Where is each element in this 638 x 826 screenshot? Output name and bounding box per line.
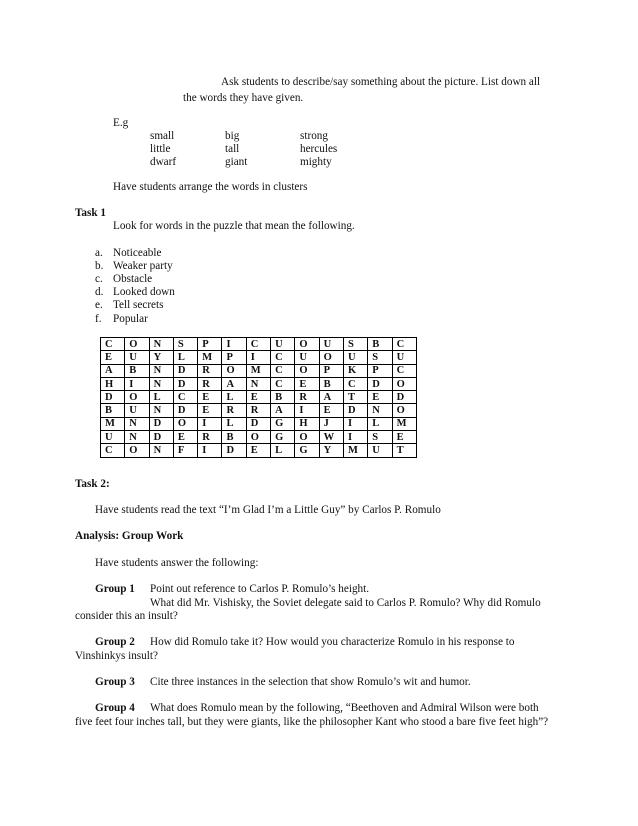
puzzle-cell: U (125, 404, 149, 417)
puzzle-cell: C (392, 338, 416, 351)
puzzle-cell: A (101, 364, 125, 377)
puzzle-cell: D (173, 404, 197, 417)
task1-item-letter: a. (95, 247, 103, 259)
analysis-title: Analysis: Group Work (75, 530, 184, 542)
puzzle-cell: R (295, 391, 319, 404)
puzzle-cell: C (343, 377, 367, 390)
puzzle-cell: B (222, 431, 246, 444)
puzzle-cell: N (149, 444, 173, 457)
puzzle-cell: C (101, 444, 125, 457)
puzzle-cell: D (246, 417, 270, 430)
puzzle-cell: C (271, 364, 295, 377)
puzzle-cell: E (198, 391, 222, 404)
puzzle-cell: U (125, 351, 149, 364)
puzzle-cell: U (319, 338, 343, 351)
puzzle-cell: E (319, 404, 343, 417)
puzzle-cell: E (101, 351, 125, 364)
puzzle-cell: D (149, 431, 173, 444)
puzzle-cell: M (198, 351, 222, 364)
group4-label: Group 4 (95, 702, 135, 714)
puzzle-cell: I (246, 351, 270, 364)
puzzle-cell: D (343, 404, 367, 417)
puzzle-cell: O (392, 404, 416, 417)
task1-item-letter: b. (95, 260, 104, 272)
analysis-intro: Have students answer the following: (95, 557, 259, 569)
puzzle-cell: D (222, 444, 246, 457)
task1-item-text: Popular (113, 313, 148, 325)
puzzle-cell: M (246, 364, 270, 377)
puzzle-cell: E (246, 444, 270, 457)
puzzle-cell: D (392, 391, 416, 404)
puzzle-cell: O (295, 338, 319, 351)
puzzle-cell: O (125, 391, 149, 404)
word-search-grid (100, 337, 417, 458)
puzzle-row (101, 444, 417, 457)
puzzle-cell: W (319, 431, 343, 444)
puzzle-cell: E (173, 431, 197, 444)
intro-line-2: the words they have given. (183, 92, 304, 104)
puzzle-cell: C (392, 364, 416, 377)
puzzle-cell: A (319, 391, 343, 404)
example-word: mighty (300, 156, 332, 168)
puzzle-cell: N (125, 417, 149, 430)
puzzle-cell: E (295, 377, 319, 390)
puzzle-cell: U (343, 351, 367, 364)
intro-line-1: Ask students to describe/say something about the picture. List down all (221, 76, 541, 88)
task1-item-text: Looked down (113, 286, 175, 298)
cluster-instruction: Have students arrange the words in clusters (113, 181, 308, 193)
puzzle-cell: D (149, 417, 173, 430)
puzzle-cell: B (319, 377, 343, 390)
puzzle-cell: U (295, 351, 319, 364)
example-word: dwarf (150, 156, 177, 168)
puzzle-cell: N (149, 377, 173, 390)
puzzle-cell: C (271, 377, 295, 390)
puzzle-cell: I (222, 338, 246, 351)
puzzle-cell: O (295, 364, 319, 377)
puzzle-cell: O (295, 431, 319, 444)
puzzle-cell: I (295, 404, 319, 417)
puzzle-cell: D (368, 377, 392, 390)
puzzle-cell: B (368, 338, 392, 351)
puzzle-cell: P (368, 364, 392, 377)
group3-label: Group 3 (95, 676, 135, 688)
task1-item-letter: e. (95, 299, 103, 311)
puzzle-cell: G (271, 417, 295, 430)
puzzle-cell: J (319, 417, 343, 430)
puzzle-cell: G (271, 431, 295, 444)
puzzle-cell: D (173, 377, 197, 390)
task1-item-letter: f. (95, 313, 102, 325)
puzzle-cell: C (271, 351, 295, 364)
group4-line: five feet four inches tall, but they were giants, like the philosopher Kant who stood a bare five feet high”? (75, 716, 549, 728)
example-label: E.g (113, 117, 129, 129)
puzzle-cell: M (101, 417, 125, 430)
puzzle-row (101, 404, 417, 417)
puzzle-cell: N (246, 377, 270, 390)
group3-line: Cite three instances in the selection that show Romulo’s wit and humor. (150, 676, 471, 688)
task1-item-text: Obstacle (113, 273, 153, 285)
puzzle-cell: N (149, 338, 173, 351)
puzzle-row (101, 391, 417, 404)
group4-line: What does Romulo mean by the following, “Beethoven and Admiral Wilson were both (150, 702, 539, 714)
group1-label: Group 1 (95, 583, 135, 595)
puzzle-cell: B (101, 404, 125, 417)
group1-line: consider this an insult? (75, 610, 178, 622)
puzzle-cell: R (198, 364, 222, 377)
puzzle-cell: L (368, 417, 392, 430)
task1-item-letter: d. (95, 286, 104, 298)
puzzle-cell: O (222, 364, 246, 377)
task1-item-text: Weaker party (113, 260, 173, 272)
puzzle-cell: D (101, 391, 125, 404)
puzzle-cell: S (343, 338, 367, 351)
group1-line: What did Mr. Vishisky, the Soviet delegate said to Carlos P. Romulo? Why did Romulo (150, 597, 541, 609)
puzzle-cell: L (173, 351, 197, 364)
puzzle-cell: E (392, 431, 416, 444)
group2-label: Group 2 (95, 636, 135, 648)
puzzle-cell: D (173, 364, 197, 377)
puzzle-cell: I (125, 377, 149, 390)
puzzle-cell: I (198, 417, 222, 430)
task1-title: Task 1 (75, 207, 106, 219)
puzzle-cell: R (222, 404, 246, 417)
puzzle-cell: Y (319, 444, 343, 457)
puzzle-cell: U (368, 444, 392, 457)
puzzle-cell: N (368, 404, 392, 417)
puzzle-cell: N (125, 431, 149, 444)
puzzle-cell: O (246, 431, 270, 444)
group2-line: Vinshinkys insult? (75, 650, 158, 662)
puzzle-cell: T (392, 444, 416, 457)
group1-line: Point out reference to Carlos P. Romulo’s height. (150, 583, 370, 595)
puzzle-cell: S (368, 351, 392, 364)
puzzle-row (101, 351, 417, 364)
puzzle-cell: P (319, 364, 343, 377)
puzzle-row (101, 364, 417, 377)
puzzle-cell: T (343, 391, 367, 404)
puzzle-row (101, 377, 417, 390)
puzzle-cell: B (125, 364, 149, 377)
puzzle-cell: R (246, 404, 270, 417)
puzzle-cell: I (198, 444, 222, 457)
task1-item-text: Noticeable (113, 247, 162, 259)
puzzle-cell: R (198, 431, 222, 444)
example-word: small (150, 130, 175, 142)
puzzle-cell: R (198, 377, 222, 390)
puzzle-cell: A (222, 377, 246, 390)
puzzle-cell: I (343, 417, 367, 430)
puzzle-cell: S (368, 431, 392, 444)
puzzle-cell: F (173, 444, 197, 457)
task2-text: Have students read the text “I’m Glad I’m a Little Guy” by Carlos P. Romulo (95, 504, 441, 516)
puzzle-cell: S (173, 338, 197, 351)
puzzle-cell: L (149, 391, 173, 404)
example-word: giant (225, 156, 248, 168)
puzzle-cell: E (368, 391, 392, 404)
puzzle-cell: L (271, 444, 295, 457)
puzzle-cell: C (246, 338, 270, 351)
puzzle-cell: C (101, 338, 125, 351)
puzzle-row (101, 431, 417, 444)
puzzle-cell: O (319, 351, 343, 364)
puzzle-cell: U (392, 351, 416, 364)
puzzle-cell: A (271, 404, 295, 417)
task1-item-letter: c. (95, 273, 103, 285)
puzzle-cell: N (149, 364, 173, 377)
puzzle-cell: O (173, 417, 197, 430)
puzzle-cell: U (101, 431, 125, 444)
example-word: hercules (300, 143, 338, 155)
puzzle-cell: H (101, 377, 125, 390)
example-word: tall (225, 143, 240, 155)
group2-line: How did Romulo take it? How would you characterize Romulo in his response to (150, 636, 515, 648)
puzzle-cell: L (222, 391, 246, 404)
puzzle-cell: O (125, 444, 149, 457)
puzzle-cell: K (343, 364, 367, 377)
example-word: big (225, 130, 240, 142)
puzzle-cell: E (198, 404, 222, 417)
puzzle-cell: G (295, 444, 319, 457)
puzzle-cell: L (222, 417, 246, 430)
puzzle-cell: I (343, 431, 367, 444)
puzzle-cell: B (271, 391, 295, 404)
puzzle-cell: H (295, 417, 319, 430)
example-word: little (150, 143, 171, 155)
puzzle-cell: P (198, 338, 222, 351)
example-word: strong (300, 130, 328, 142)
puzzle-cell: M (343, 444, 367, 457)
task1-instruction: Look for words in the puzzle that mean the following. (113, 220, 355, 232)
task2-title: Task 2: (75, 478, 110, 490)
puzzle-cell: C (173, 391, 197, 404)
puzzle-row (101, 417, 417, 430)
puzzle-cell: M (392, 417, 416, 430)
puzzle-cell: Y (149, 351, 173, 364)
task1-item-text: Tell secrets (113, 299, 164, 311)
puzzle-cell: U (271, 338, 295, 351)
puzzle-cell: O (125, 338, 149, 351)
puzzle-cell: O (392, 377, 416, 390)
puzzle-cell: N (149, 404, 173, 417)
puzzle-cell: E (246, 391, 270, 404)
puzzle-row (101, 338, 417, 351)
puzzle-cell: P (222, 351, 246, 364)
